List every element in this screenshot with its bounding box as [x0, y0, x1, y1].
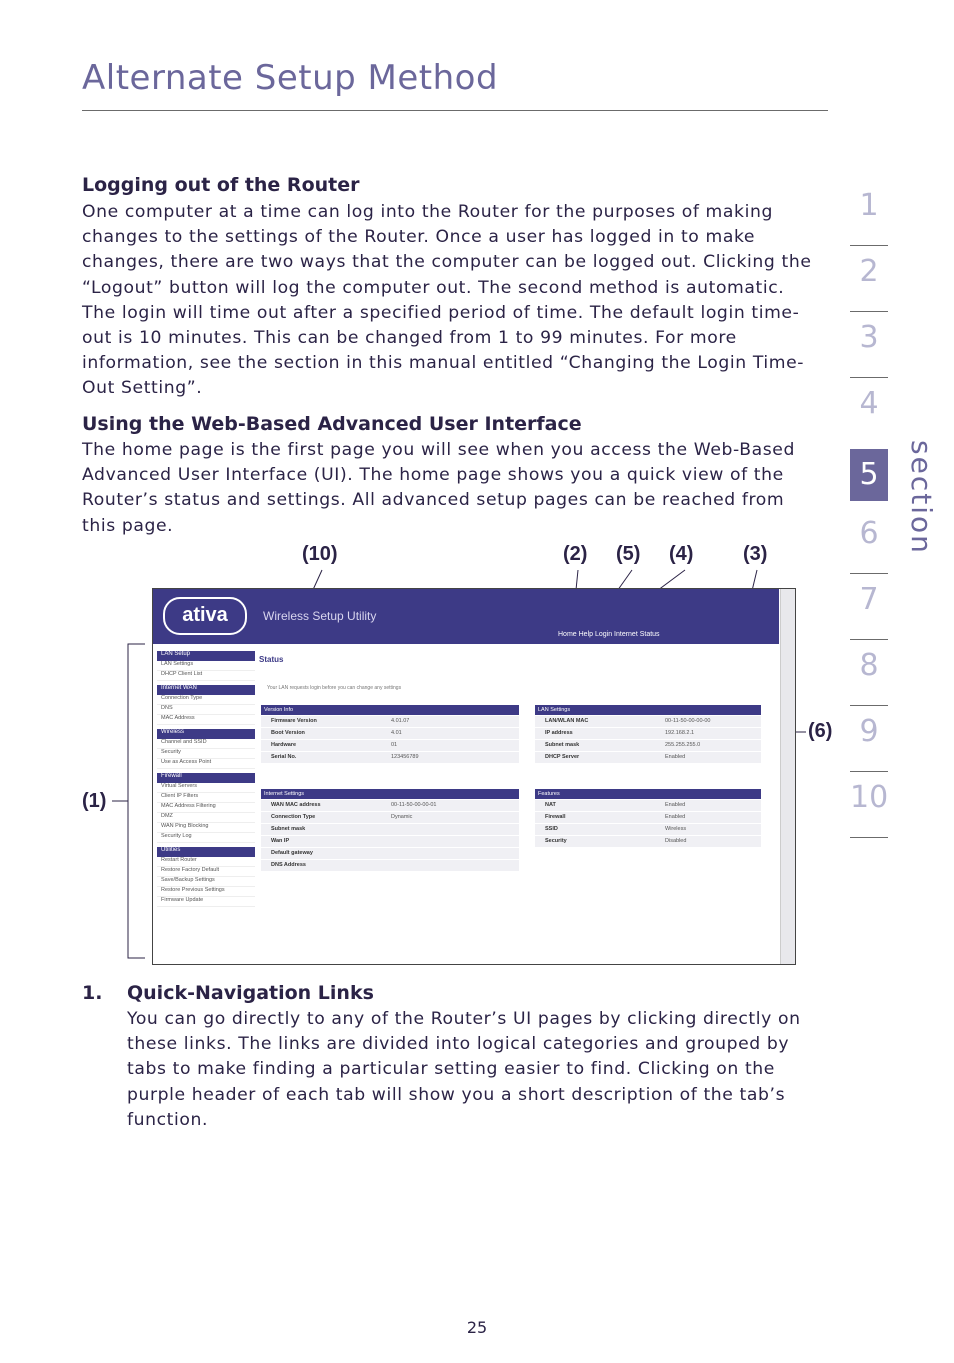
section-tab-8[interactable]: 8 — [850, 640, 888, 706]
sb-link[interactable]: DNS — [157, 705, 255, 715]
panel-version-info — [261, 705, 519, 763]
panel-head: LAN Settings — [535, 705, 761, 715]
panel-head: Internet Settings — [261, 789, 519, 799]
sb-link[interactable]: Channel and SSID — [157, 739, 255, 749]
sb-link[interactable]: Restart Router — [157, 857, 255, 867]
sb-head-utilities[interactable]: Utilities — [157, 847, 255, 857]
panel-row: Hardware 01 — [261, 740, 519, 751]
panel-head: Version Info — [261, 705, 519, 715]
panel-row: SSID Wireless — [535, 824, 761, 835]
fig-status-label: Status — [259, 655, 284, 664]
fig-header-bar — [153, 589, 779, 644]
sb-head-wireless[interactable]: Wireless — [157, 729, 255, 739]
fig-quick-nav — [157, 647, 255, 964]
panel-internet-settings — [261, 789, 519, 871]
section-tab-3[interactable]: 3 — [850, 312, 888, 378]
panel-row: WAN MAC address 00-11-50-00-00-01 — [261, 800, 519, 811]
panel-row: Connection Type Dynamic — [261, 812, 519, 823]
panel-row: Serial No. 123456789 — [261, 752, 519, 763]
ativa-logo: ativa — [163, 597, 247, 635]
section-tab-2[interactable]: 2 — [850, 246, 888, 312]
sb-link[interactable]: WAN Ping Blocking — [157, 823, 255, 833]
panel-row: Subnet mask — [261, 824, 519, 835]
list-item-number: 1. — [82, 982, 103, 1004]
callout-6: (6) — [808, 720, 833, 742]
section-label: section — [905, 440, 938, 555]
section-tab-7[interactable]: 7 — [850, 574, 888, 640]
section-tab-9[interactable]: 9 — [850, 706, 888, 772]
panel-row: DHCP Server Enabled — [535, 752, 761, 763]
panel-row: LAN/WLAN MAC 00-11-50-00-00-00 — [535, 716, 761, 727]
section-tab-1[interactable]: 1 — [850, 180, 888, 246]
section-tab-6[interactable]: 6 — [850, 508, 888, 574]
sb-link[interactable]: Security — [157, 749, 255, 759]
sb-link[interactable]: DHCP Client List — [157, 671, 255, 681]
sb-link[interactable]: Firmware Update — [157, 897, 255, 907]
fig-app-title: Wireless Setup Utility — [263, 609, 377, 623]
callout-3: (3) — [743, 543, 768, 565]
paragraph-web-ui: The home page is the first page you will see when you access the Web-Based Advanced User Interface (UI). The home page shows you a quick view of the Router’s status and settings. All advanced setup pages can be reached from this page. — [82, 440, 795, 536]
sb-link[interactable]: Restore Previous Settings — [157, 887, 255, 897]
sb-link[interactable]: Use as Access Point — [157, 759, 255, 769]
callout-2: (2) — [563, 543, 588, 565]
panel-row: Wan IP — [261, 836, 519, 847]
panel-head: Features — [535, 789, 761, 799]
panel-row: Default gateway — [261, 848, 519, 859]
panel-lan-settings — [535, 705, 761, 763]
heading-logging-out: Logging out of the Router — [82, 174, 360, 196]
panel-row: Security Disabled — [535, 836, 761, 847]
title-divider — [82, 110, 828, 111]
sb-link[interactable]: Save/Backup Settings — [157, 877, 255, 887]
panel-row: NAT Enabled — [535, 800, 761, 811]
sb-link[interactable]: DMZ — [157, 813, 255, 823]
section-tab-5-active[interactable]: 5 — [850, 449, 888, 501]
sb-link[interactable]: Security Log — [157, 833, 255, 843]
sb-link[interactable]: MAC Address — [157, 715, 255, 725]
page-title: Alternate Setup Method — [82, 58, 499, 98]
page-number: 25 — [466, 1318, 488, 1337]
sb-head-wan[interactable]: Internet WAN — [157, 685, 255, 695]
sb-link[interactable]: LAN Settings — [157, 661, 255, 671]
sb-link[interactable]: Restore Factory Default — [157, 867, 255, 877]
panel-row: Subnet mask 255.255.255.0 — [535, 740, 761, 751]
section-nav — [850, 180, 888, 838]
sb-link[interactable]: MAC Address Filtering — [157, 803, 255, 813]
panel-row: IP address 192.168.2.1 — [535, 728, 761, 739]
fig-top-links[interactable]: Home Help Login Internet Status — [558, 631, 660, 638]
callout-1: (1) — [82, 790, 107, 812]
bracket-1 — [128, 644, 145, 958]
callout-10: (10) — [302, 543, 338, 565]
heading-quick-nav: Quick-Navigation Links — [127, 982, 374, 1004]
section-tab-4[interactable]: 4 — [859, 386, 879, 421]
sb-link[interactable]: Client IP Filters — [157, 793, 255, 803]
heading-web-ui: Using the Web-Based Advanced User Interface — [82, 413, 582, 435]
callout-5: (5) — [616, 543, 641, 565]
panel-row: Firmware Version 4.01.07 — [261, 716, 519, 727]
fig-scrollbar[interactable] — [780, 589, 795, 964]
section-tab-10[interactable]: 10 — [850, 772, 888, 838]
sb-head-firewall[interactable]: Firewall — [157, 773, 255, 783]
sb-link[interactable]: Virtual Servers — [157, 783, 255, 793]
callout-4: (4) — [669, 543, 694, 565]
panel-row: Firewall Enabled — [535, 812, 761, 823]
paragraph-logging-out: One computer at a time can log into the Router for the purposes of making changes to the settings of the Router. Once a user has logged in to make changes, there are two ways that the computer can be logged out. Clicking the “Logout” button will log the computer out. The second method is automatic. The login will time out after a specified period of time. The default login time-out is 10 minutes. This can be changed from 1 to 99 minutes. For more information, see the section in this manual entitled “Changing the Login Time-Out Setting”. — [82, 202, 812, 399]
sb-link[interactable]: Connection Type — [157, 695, 255, 705]
panel-row: DNS Address — [261, 860, 519, 871]
sb-head-lan[interactable]: LAN Setup — [157, 651, 255, 661]
panel-row: Boot Version 4.01 — [261, 728, 519, 739]
paragraph-quick-nav: You can go directly to any of the Router’s UI pages by clicking directly on these links. The links are divided into logical categories and grouped by tabs to make finding a particular setting easier to find. Clicking on the purple header of each tab will show you a short description of the tab’s function. — [127, 1009, 801, 1130]
panel-features — [535, 789, 761, 847]
router-ui-screenshot — [152, 588, 796, 965]
fig-note: Your LAN requests login before you can change any settings — [267, 685, 402, 691]
